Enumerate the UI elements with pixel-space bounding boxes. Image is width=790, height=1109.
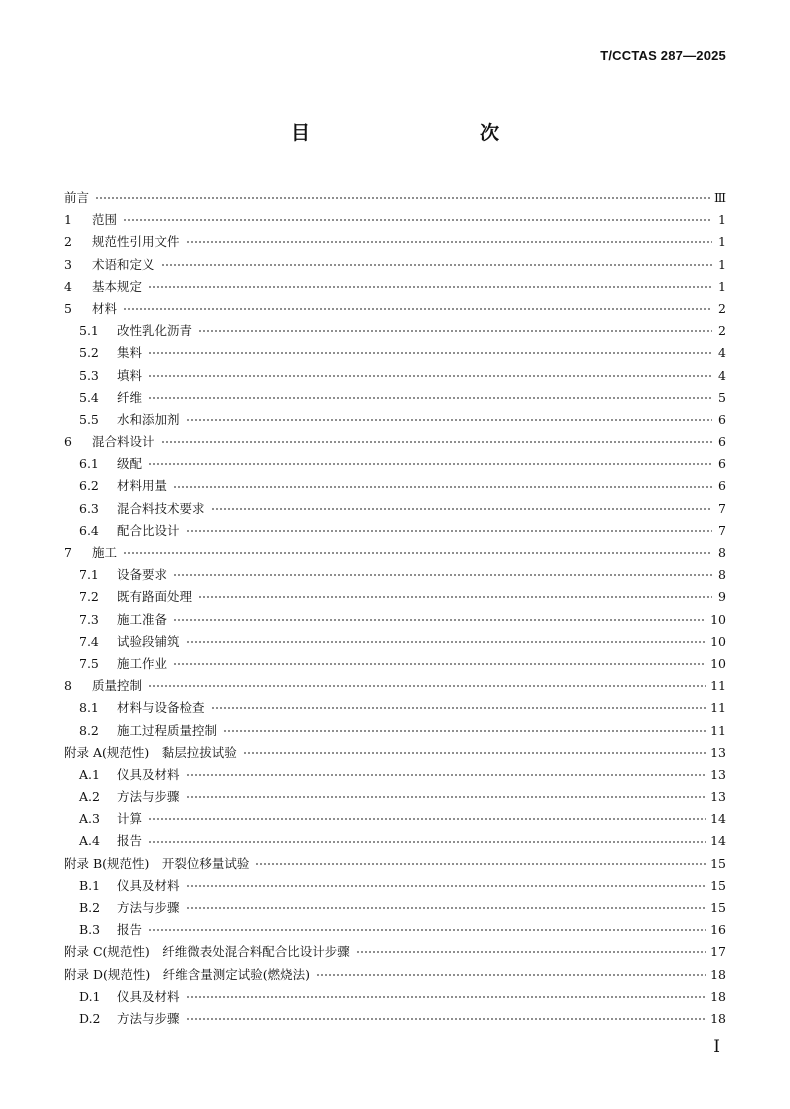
toc-entry-page: 1 bbox=[718, 234, 726, 250]
toc-entry-number: 6.1 bbox=[79, 456, 99, 472]
toc-entry-label: 方法与步骤 bbox=[117, 900, 180, 915]
toc-entry-number: A.4 bbox=[79, 833, 100, 849]
toc-entry-page: 11 bbox=[710, 722, 726, 738]
toc-dot-leader bbox=[173, 616, 706, 624]
toc-entry-label: 附录 D(规范性) 纤维含量测定试验(燃烧法) bbox=[64, 966, 311, 982]
toc-dot-leader bbox=[186, 416, 712, 424]
toc-entry[interactable] bbox=[64, 409, 726, 431]
toc-dot-leader bbox=[186, 793, 707, 801]
toc-dot-leader bbox=[211, 505, 712, 513]
toc-entry-label: 既有路面处理 bbox=[117, 589, 193, 605]
toc-entry-number: 8 bbox=[64, 678, 72, 694]
toc-entry[interactable] bbox=[64, 453, 726, 475]
toc-entry-label: 改性乳化沥青 bbox=[117, 323, 193, 339]
toc-entry-number: B.1 bbox=[79, 877, 101, 893]
toc-entry-page: 16 bbox=[710, 922, 726, 938]
toc-entry-number: 7.2 bbox=[79, 589, 99, 605]
toc-entry-label: 附录 B(规范性) 开裂位移量试验 bbox=[64, 855, 250, 871]
toc-entry[interactable] bbox=[64, 919, 726, 941]
toc-entry[interactable] bbox=[64, 697, 726, 719]
toc-entry[interactable] bbox=[64, 1008, 726, 1030]
toc-entry-page: 5 bbox=[718, 389, 726, 405]
toc-entry-number: 8.1 bbox=[79, 700, 99, 716]
toc-entry[interactable] bbox=[64, 498, 726, 520]
toc-entry-label: 附录 C(规范性) 纤维微表处混合料配合比设计步骤 bbox=[64, 944, 350, 960]
toc-entry[interactable] bbox=[64, 542, 726, 564]
toc-entry[interactable] bbox=[64, 897, 726, 919]
toc-entry-page: 6 bbox=[718, 434, 726, 450]
toc-entry[interactable] bbox=[64, 675, 726, 697]
toc-entry-label: 混合料设计 bbox=[92, 434, 155, 450]
toc-entry-label: 方法与步骤 bbox=[117, 1010, 180, 1026]
toc-dot-leader bbox=[161, 438, 712, 446]
toc-entry-page: 1 bbox=[718, 278, 726, 294]
toc-entry-label: 施工过程质量控制 bbox=[117, 722, 218, 738]
toc-entry[interactable] bbox=[64, 875, 726, 897]
toc-entry-page: 15 bbox=[710, 877, 726, 893]
toc-entry-number: 7.5 bbox=[79, 655, 99, 671]
toc-dot-leader bbox=[148, 372, 712, 380]
toc-entry-number: 5.1 bbox=[79, 323, 99, 339]
toc-entry-page: 13 bbox=[710, 789, 726, 805]
toc-entry-label: 仪具及材料 bbox=[117, 877, 180, 893]
toc-entry-page: 10 bbox=[710, 611, 726, 627]
toc-dot-leader bbox=[123, 549, 712, 557]
toc-entry-number: 7.4 bbox=[79, 633, 99, 649]
toc-entry-number: 3 bbox=[64, 256, 72, 272]
toc-entry-label: 施工 bbox=[92, 545, 118, 560]
toc-entry[interactable] bbox=[64, 276, 726, 298]
toc-entry[interactable] bbox=[64, 631, 726, 653]
toc-entry[interactable] bbox=[64, 609, 726, 631]
toc-entry-number: 6 bbox=[64, 434, 72, 450]
toc-dot-leader bbox=[148, 682, 706, 690]
toc-entry-page: 6 bbox=[718, 478, 726, 494]
standard-code: T/CCTAS 287—2025 bbox=[600, 48, 726, 63]
toc-entry[interactable] bbox=[64, 187, 726, 209]
toc-entry-label: 填料 bbox=[117, 367, 143, 383]
toc-entry-label: 方法与步骤 bbox=[117, 789, 180, 805]
toc-entry-label: 规范性引用文件 bbox=[92, 234, 180, 250]
toc-entry-number: 6.2 bbox=[79, 478, 99, 494]
toc-dot-leader bbox=[173, 483, 712, 491]
toc-dot-leader bbox=[198, 327, 712, 335]
toc-entry-label: 配合比设计 bbox=[117, 522, 180, 538]
toc-entry-page: 18 bbox=[710, 966, 726, 982]
toc-entry-number: 8.2 bbox=[79, 722, 99, 738]
toc-entry-label: 报告 bbox=[117, 833, 143, 849]
toc-entry-page: 13 bbox=[710, 744, 726, 760]
toc-entry[interactable] bbox=[64, 231, 726, 253]
toc-entry-label: 纤维 bbox=[117, 389, 143, 405]
toc-entry-label: 附录 A(规范性) 黏层拉拔试验 bbox=[64, 744, 237, 760]
toc-dot-leader bbox=[173, 660, 706, 668]
toc-dot-leader bbox=[95, 194, 710, 202]
toc-entry-page: 15 bbox=[710, 855, 726, 871]
toc-entry-number: 6.3 bbox=[79, 500, 99, 516]
toc-dot-leader bbox=[123, 216, 712, 224]
toc-entry-number: A.2 bbox=[79, 789, 100, 805]
toc-entry-label: 前言 bbox=[64, 190, 90, 205]
toc-dot-leader bbox=[186, 238, 712, 246]
toc-entry-label: 仪具及材料 bbox=[117, 766, 180, 782]
toc-entry[interactable] bbox=[64, 431, 726, 453]
toc-entry-page: 7 bbox=[718, 500, 726, 516]
toc-entry-page: 6 bbox=[718, 411, 726, 427]
toc-entry-number: A.1 bbox=[79, 766, 100, 782]
toc-entry-page: 8 bbox=[718, 567, 726, 583]
toc-dot-leader bbox=[186, 638, 707, 646]
toc-entry-label: 混合料技术要求 bbox=[117, 500, 205, 516]
toc-dot-leader bbox=[173, 571, 712, 579]
toc-entry-page: 18 bbox=[710, 988, 726, 1004]
toc-entry[interactable] bbox=[64, 342, 726, 364]
toc-title: 目 次 bbox=[290, 122, 543, 144]
toc-entry-page: 18 bbox=[710, 1010, 726, 1026]
toc-entry[interactable] bbox=[64, 786, 726, 808]
toc-entry[interactable] bbox=[64, 764, 726, 786]
toc-entry[interactable] bbox=[64, 564, 726, 586]
toc-entry[interactable] bbox=[64, 520, 726, 542]
toc-entry[interactable] bbox=[64, 986, 726, 1008]
toc-dot-leader bbox=[211, 704, 707, 712]
toc-dot-leader bbox=[186, 993, 707, 1001]
toc-entry[interactable] bbox=[64, 808, 726, 830]
toc-entry[interactable] bbox=[64, 254, 726, 276]
toc-entry[interactable] bbox=[64, 964, 726, 986]
toc-entry-page: 10 bbox=[710, 655, 726, 671]
toc-entry-number: 5.5 bbox=[79, 411, 99, 427]
toc-entry-label: 范围 bbox=[92, 212, 118, 228]
toc-entry[interactable] bbox=[64, 475, 726, 497]
toc-dot-leader bbox=[161, 261, 712, 269]
toc-entry-number: 5.2 bbox=[79, 345, 99, 361]
toc-dot-leader bbox=[243, 749, 706, 757]
toc-entry-number: B.3 bbox=[79, 922, 101, 938]
toc-dot-leader bbox=[186, 1015, 707, 1023]
toc-entry-number: 6.4 bbox=[79, 522, 99, 538]
toc-entry-page: 2 bbox=[718, 323, 726, 339]
toc-entry-page: 10 bbox=[710, 633, 726, 649]
toc-entry-page: 6 bbox=[718, 456, 726, 472]
toc-dot-leader bbox=[356, 948, 706, 956]
toc-entry[interactable] bbox=[64, 586, 726, 608]
toc-entry-number: 5.4 bbox=[79, 389, 99, 405]
toc-entry-number: 4 bbox=[64, 278, 72, 294]
toc-dot-leader bbox=[148, 838, 706, 846]
toc-entry[interactable] bbox=[64, 209, 726, 231]
toc-dot-leader bbox=[123, 305, 712, 313]
toc-entry-page: 15 bbox=[710, 900, 726, 915]
toc-entry-page: 11 bbox=[710, 678, 726, 694]
toc-dot-leader bbox=[198, 593, 712, 601]
toc-entry-page: 4 bbox=[718, 345, 726, 361]
toc-dot-leader bbox=[255, 860, 706, 868]
toc-entry-label: 术语和定义 bbox=[92, 256, 155, 272]
toc-dot-leader bbox=[148, 460, 712, 468]
toc-entry-number: A.3 bbox=[79, 811, 100, 827]
toc-dot-leader bbox=[186, 527, 712, 535]
toc-dot-leader bbox=[148, 926, 706, 934]
toc-entry-page: 14 bbox=[710, 811, 726, 827]
toc-entry-label: 施工作业 bbox=[117, 655, 168, 671]
toc-entry[interactable] bbox=[64, 387, 726, 409]
toc-dot-leader bbox=[223, 727, 706, 735]
toc-entry-number: D.1 bbox=[79, 988, 101, 1004]
toc-entry-label: 集料 bbox=[117, 345, 143, 361]
toc-entry-page: 14 bbox=[710, 833, 726, 849]
toc-entry-page: 1 bbox=[718, 256, 726, 272]
toc-dot-leader bbox=[186, 771, 707, 779]
toc-dot-leader bbox=[148, 283, 712, 291]
toc-entry-number: D.2 bbox=[79, 1010, 101, 1026]
toc-entry-number: 7.3 bbox=[79, 611, 99, 627]
toc-entry[interactable] bbox=[64, 320, 726, 342]
toc-entry[interactable] bbox=[64, 853, 726, 875]
toc-entry-number: 7.1 bbox=[79, 567, 99, 583]
toc-entry-label: 材料用量 bbox=[117, 478, 168, 494]
toc-entry-page: 13 bbox=[710, 766, 726, 782]
toc-entry-page: Ⅲ bbox=[713, 190, 726, 205]
toc-entry-number: 5 bbox=[64, 300, 72, 316]
toc-entry-page: 1 bbox=[718, 212, 726, 228]
toc-dot-leader bbox=[186, 882, 707, 890]
toc-entry[interactable] bbox=[64, 830, 726, 852]
toc-entry-number: 1 bbox=[64, 212, 72, 228]
toc-dot-leader bbox=[148, 349, 712, 357]
toc-entry-label: 试验段铺筑 bbox=[117, 633, 180, 649]
toc-entry-label: 仪具及材料 bbox=[117, 988, 180, 1004]
toc-entry[interactable] bbox=[64, 742, 726, 764]
toc-entry[interactable] bbox=[64, 365, 726, 387]
toc-entry-page: 17 bbox=[710, 944, 726, 960]
toc-entry-label: 设备要求 bbox=[117, 567, 168, 583]
toc-entry-number: 7 bbox=[64, 545, 72, 560]
toc-entry-label: 材料与设备检查 bbox=[117, 700, 205, 716]
toc-entry-label: 施工准备 bbox=[117, 611, 168, 627]
toc-entry-label: 报告 bbox=[117, 922, 143, 938]
toc-entry-page: 7 bbox=[718, 522, 726, 538]
toc-entry-label: 计算 bbox=[117, 811, 143, 827]
toc-entry-page: 9 bbox=[718, 589, 726, 605]
toc-entry-label: 水和添加剂 bbox=[117, 411, 180, 427]
toc-entry-label: 质量控制 bbox=[92, 678, 143, 694]
table-of-contents bbox=[64, 187, 726, 1030]
toc-entry[interactable] bbox=[64, 720, 726, 742]
toc-entry-number: 5.3 bbox=[79, 367, 99, 383]
toc-entry[interactable] bbox=[64, 941, 726, 963]
toc-entry-number: 2 bbox=[64, 234, 72, 250]
toc-dot-leader bbox=[316, 971, 706, 979]
toc-entry[interactable] bbox=[64, 653, 726, 675]
toc-entry-page: 8 bbox=[718, 545, 726, 560]
toc-dot-leader bbox=[148, 394, 712, 402]
toc-entry-page: 4 bbox=[718, 367, 726, 383]
toc-entry-page: 2 bbox=[718, 300, 726, 316]
toc-entry-label: 级配 bbox=[117, 456, 143, 472]
toc-entry-label: 材料 bbox=[92, 300, 118, 316]
toc-entry-label: 基本规定 bbox=[92, 278, 143, 294]
page-folio: I bbox=[713, 1037, 720, 1057]
toc-entry-page: 11 bbox=[710, 700, 726, 716]
toc-dot-leader bbox=[186, 904, 707, 912]
toc-entry[interactable] bbox=[64, 298, 726, 320]
toc-dot-leader bbox=[148, 815, 706, 823]
toc-entry-number: B.2 bbox=[79, 900, 101, 915]
